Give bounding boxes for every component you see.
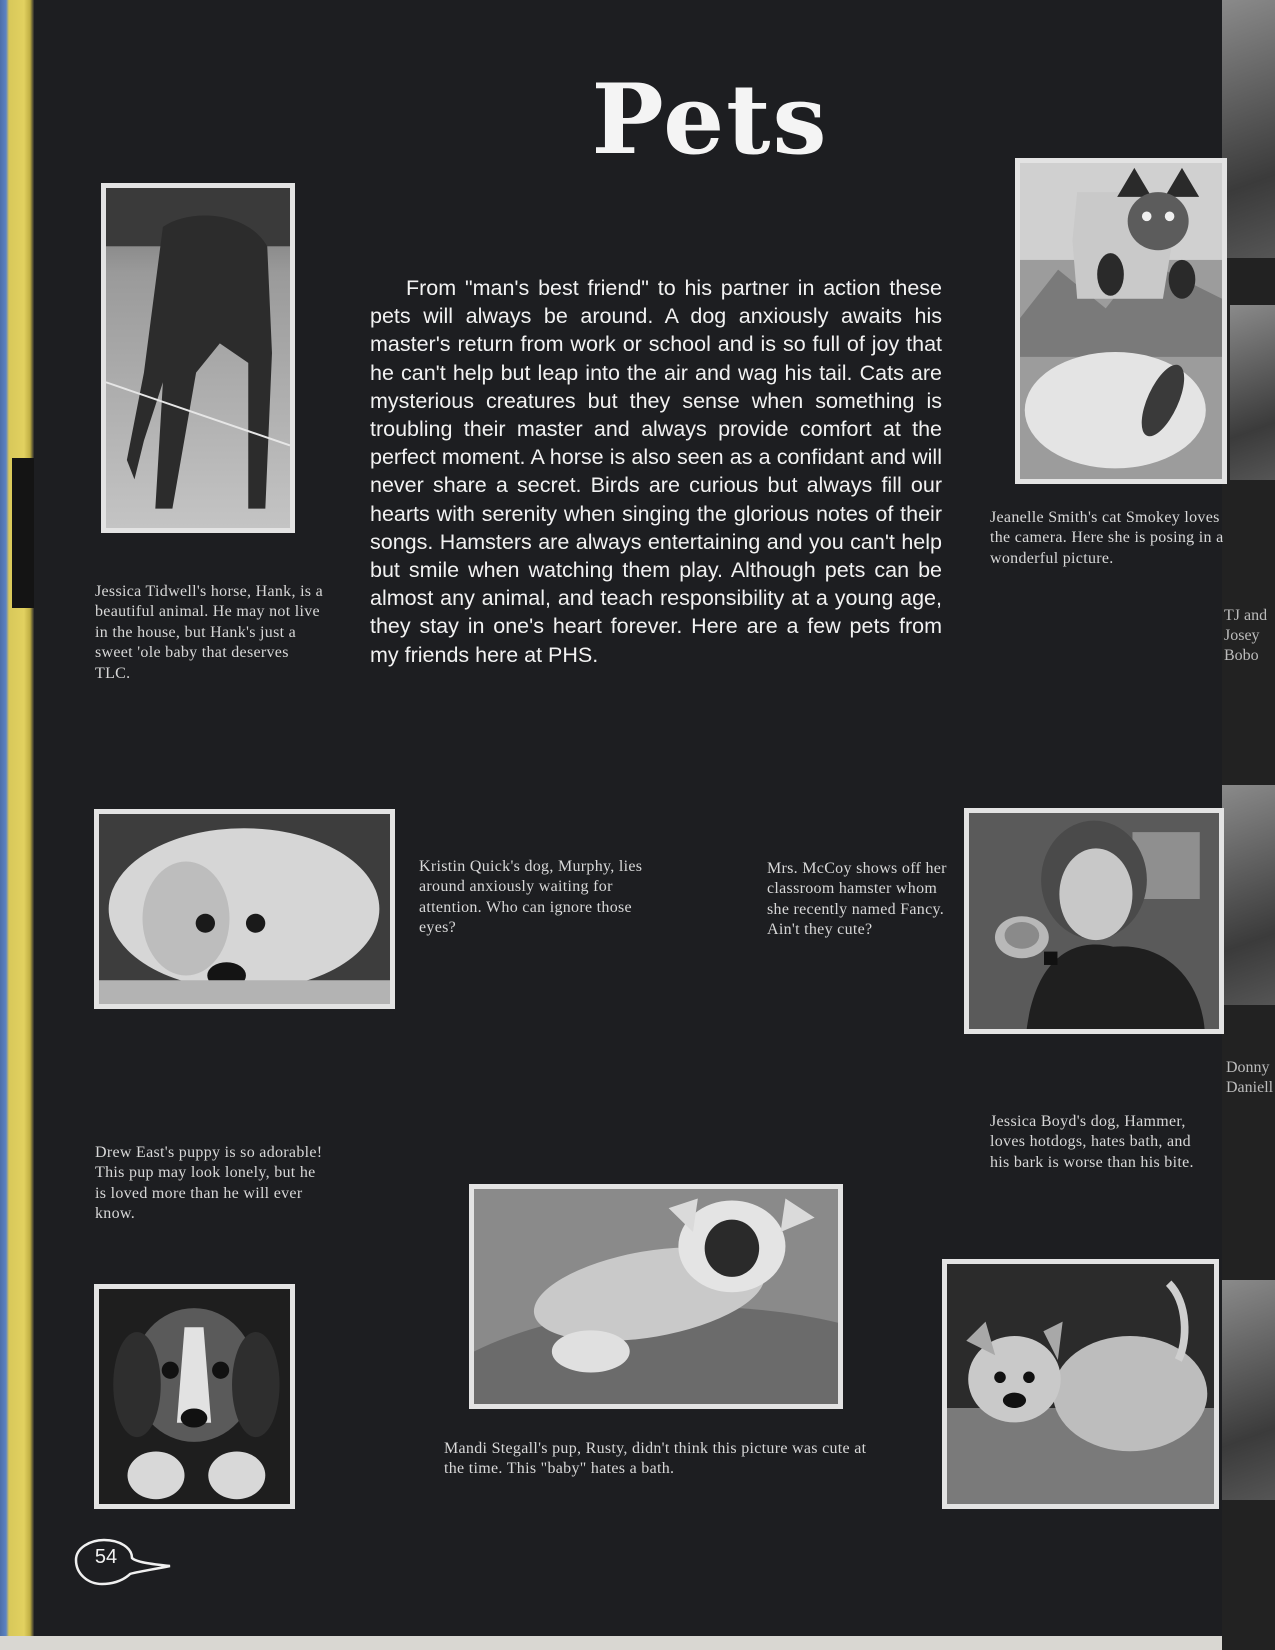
adjacent-photo: [1222, 0, 1275, 258]
adjacent-page-strip: [1222, 0, 1275, 1650]
drew-caption: Drew East's puppy is so adorable! This pup may look lonely, but he is loved more than he will ever know.: [95, 1144, 323, 1223]
page-bottom-edge: [0, 1636, 1275, 1650]
rusty-photo: [469, 1184, 843, 1409]
hamster-caption: Mrs. McCoy shows off her classroom hamster whom she recently named Fancy. Ain't they cute?: [767, 860, 947, 939]
edge-caption-line: Bobo: [1224, 647, 1259, 664]
intro-paragraph: From "man's best friend" to his partner in action these pets will always be around. A dog anxiously awaits his master's return from work or school and is so full of joy that he can't help but leap into the air and wag his tail. Cats are mysterious creatures but they sense when something is troubling their master and always provide comfort at the perfect moment. A horse is also seen as a confidant and will never share a secret. Birds are curious but always fill our hearts with serenity when singing the glorious notes of their songs. Hamsters are always entertaining and you can't help but smile when watching them play. Although pets can be almost any animal, and teach responsibility at a young age, they stay in one's heart forever. Here are a few pets from my friends here at PHS.: [370, 276, 942, 667]
adjacent-photo: [1222, 1280, 1275, 1500]
binding-shadow: [12, 458, 34, 608]
page-number: 54: [94, 1546, 118, 1568]
cat-caption-text: Jeanelle Smith's cat Smokey loves the camera. Here she is posing in a wonderful picture.: [990, 509, 1224, 567]
edge-caption-line: Donny: [1226, 1059, 1270, 1076]
cat-photo: [1015, 158, 1227, 484]
edge-caption-line: Daniell: [1226, 1079, 1274, 1096]
horse-photo: [101, 183, 295, 533]
horse-caption: Jessica Tidwell's horse, Hank, is a beautiful animal. He may not live in the house, but Hank's just a sweet 'ole baby that deserves TLC.: [95, 583, 324, 682]
rusty-caption: Mandi Stegall's pup, Rusty, didn't think this picture was cute at the time. This "baby" hates a bath.: [444, 1440, 867, 1478]
page-title: Pets: [591, 63, 829, 176]
binding-edge: [0, 0, 34, 1650]
edge-caption-line: TJ and: [1224, 607, 1268, 624]
edge-caption-line: Josey: [1224, 627, 1260, 644]
edge-caption-donny: [1226, 1058, 1273, 1098]
edge-caption-tj: [1224, 606, 1267, 666]
adjacent-photo: [1222, 785, 1275, 1005]
hammer-photo: [942, 1259, 1219, 1509]
murphy-photo: [94, 809, 395, 1009]
adjacent-photo: [1230, 305, 1275, 480]
cat-caption: [990, 508, 1230, 569]
hammer-caption: Jessica Boyd's dog, Hammer, loves hotdogs, hates bath, and his bark is worse than his bite.: [990, 1113, 1194, 1171]
hamster-photo: [964, 808, 1224, 1034]
murphy-caption: Kristin Quick's dog, Murphy, lies around anxiously waiting for attention. Who can ignore those eyes?: [419, 858, 643, 937]
drew-puppy-photo: [94, 1284, 295, 1509]
